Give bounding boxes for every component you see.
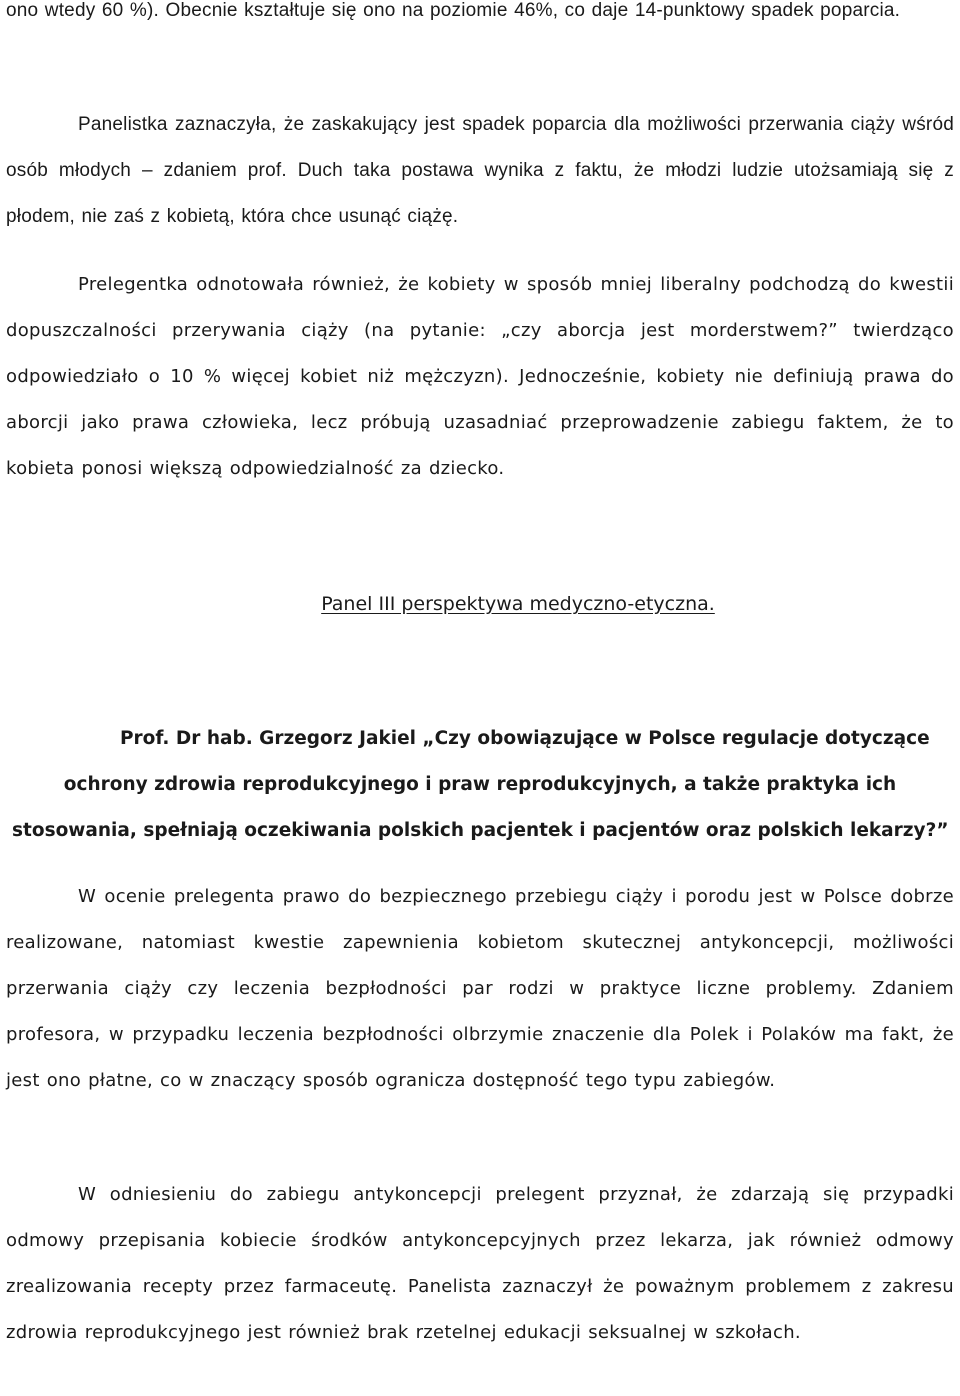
lecture-title-line-1: Prof. Dr hab. Grzegorz Jakiel „Czy obowiązujące w Polsce regulacje dotyczące — [120, 728, 930, 749]
paragraph-young-people-attitude: Panelistka zaznaczyła, że zaskakujący jest spadek poparcia dla możliwości przerwania ciąży wśród osób młodych – zdaniem prof. Duch taka postawa wynika z faktu, że młodzi ludzie utożsamiają się z płodem, nie zaś z kobietą, która chce usunąć ciążę. — [6, 114, 954, 227]
paragraph-contraception-refusals: W odniesieniu do zabiegu antykoncepcji prelegent przyznał, że zdarzają się przypadki odmowy przepisania kobiecie środków antykoncepcyjnych przez lekarza, jak również odmowy zrealizowania recepty przez farmaceutę. Panelista zaznaczył że poważnym problemem z zakresu zdrowia reprodukcyjnego jest również brak rzetelnej edukacji seksualnej w szkołach. — [6, 1184, 954, 1343]
lecture-title-line-2: ochrony zdrowia reprodukcyjnego i praw reprodukcyjnych, a także praktyka ich — [63, 774, 897, 795]
paragraph-women-attitudes: Prelegentka odnotowała również, że kobiety w sposób mniej liberalny podchodzą do kwestii dopuszczalności przerywania ciąży (na pytanie: „czy aborcja jest morderstwem?” twierdząco odpowiedziało o 10 % więcej kobiet niż mężczyzn). Jednocześnie, kobiety nie definiują prawa do aborcji jako prawa człowieka, lecz próbują uzasadniać przeprowadzenie zabiegu faktem, że to kobieta ponosi większą odpowiedzialność za dziecko. — [6, 274, 954, 479]
paragraph-support-decline: ono wtedy 60 %). Obecnie kształtuje się ono na poziomie 46%, co daje 14-punktowy spadek poparcia. — [6, 0, 901, 21]
section-title-panel-iii: Panel III perspektywa medyczno-etyczna. — [321, 593, 715, 615]
paragraph-reproductive-rights-assessment: W ocenie prelegenta prawo do bezpiecznego przebiegu ciąży i porodu jest w Polsce dobrze realizowane, natomiast kwestie zapewnienia kobietom skutecznej antykoncepcji, możliwości przerwania ciąży czy leczenia bezpłodności par rodzi w praktyce liczne problemy. Zdaniem profesora, w przypadku leczenia bezpłodności olbrzymie znaczenie dla Polek i Polaków ma fakt, że jest ono płatne, co w znaczący sposób ogranicza dostępność tego typu zabiegów. — [6, 886, 954, 1091]
lecture-title-line-3: stosowania, spełniają oczekiwania polskich pacjentek i pacjentów oraz polskich lekarzy?” — [12, 820, 949, 841]
lecture-title — [12, 716, 948, 854]
